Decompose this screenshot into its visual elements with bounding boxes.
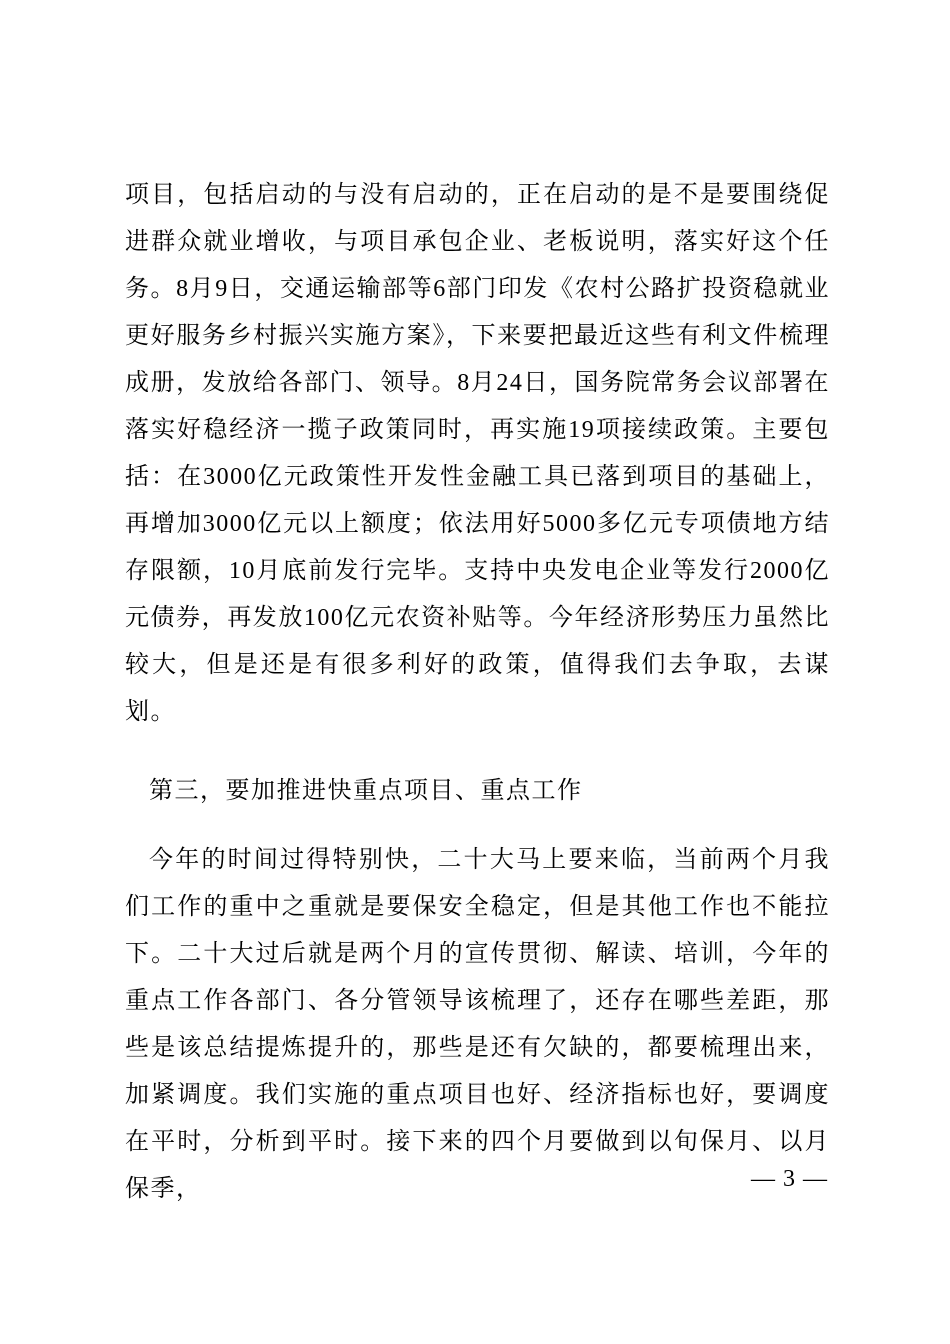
paragraph-continuation: 项目，包括启动的与没有启动的，正在启动的是不是要围绕促进群众就业增收，与项目承包企业、老板说明，落实好这个任务。8月9日，交通运输部等6部门印发《农村公路扩投资稳就业更好服务乡村振兴实施方案》，下来要把最近这些有利文件梳理成册，发放给各部门、领导。8月24日，国务院常务会议部署在落实好稳经济一揽子政策同时，再实施19项接续政策。主要包括：在3000亿元政策性开发性金融工具已落到项目的基础上，再增加3000亿元以上额度；依法用好5000多亿元专项债地方结存限额，10月底前发行完毕。支持中央发电企业等发行2000亿元债券，再发放100亿元农资补贴等。今年经济形势压力虽然比较大，但是还是有很多利好的政策，值得我们去争取，去谋划。 [125,182,830,725]
section-heading: 第三，要加推进快重点项目、重点工作 [149,778,583,804]
page-number: — 3 — [751,1166,828,1192]
page-content [125,172,830,1213]
paragraph-body: 今年的时间过得特别快，二十大马上要来临，当前两个月我们工作的重中之重就是要保安全稳定，但是其他工作也不能拉下。二十大过后就是两个月的宣传贯彻、解读、培训，今年的重点工作各部门、各分管领导该梳理了，还存在哪些差距，那些是该总结提炼提升的，那些是还有欠缺的，都要梳理出来，加紧调度。我们实施的重点项目也好、经济指标也好，要调度在平时，分析到平时。接下来的四个月要做到以旬保月、以月保季， [125,847,830,1202]
